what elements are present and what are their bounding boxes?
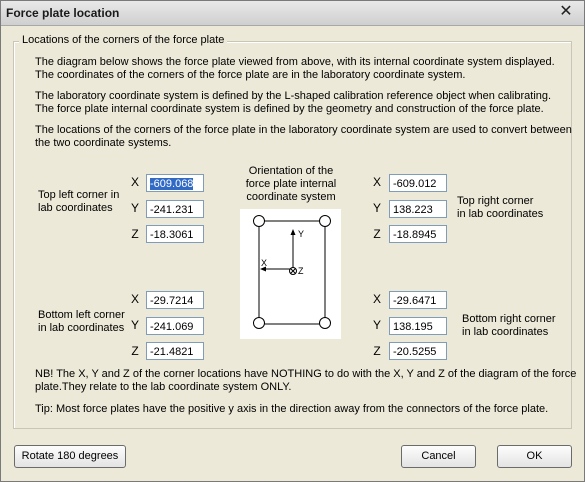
title-bar — [1, 1, 584, 26]
description-line: The diagram below shows the force plate viewed from above, with its internal coordinate system displayed. — [35, 56, 555, 68]
axis-z-label: Z — [373, 227, 381, 241]
groupbox-legend: Locations of the corners of the force plate — [19, 34, 227, 46]
top-right-label: in lab coordinates — [457, 208, 544, 220]
top-left-y-field[interactable]: -241.231 — [146, 200, 204, 218]
description-line: The locations of the corners of the force plate in the laboratory coordinate system are used to convert between — [35, 124, 572, 136]
axis-y-label: Y — [130, 318, 139, 332]
diagram-y-label: Y — [298, 229, 305, 239]
bottom-left-y-field[interactable]: -241.069 — [146, 317, 204, 335]
bottom-left-label: Bottom left corner — [38, 309, 125, 321]
description-line: the two coordinate systems. — [35, 137, 172, 149]
axis-x-label: X — [130, 292, 139, 306]
window-title: Force plate location — [6, 6, 120, 20]
axis-z-label: Z — [131, 344, 139, 358]
ok-button[interactable]: OK — [497, 445, 572, 468]
force-plate-diagram-svg — [240, 209, 341, 339]
tip-note: Tip: Most force plates have the positive y axis in the direction away from the connectors of the force plate. — [35, 403, 549, 415]
y-arrowhead — [291, 229, 296, 235]
force-plate-diagram — [240, 209, 341, 339]
corner-marker — [254, 318, 265, 329]
top-left-x-field[interactable] — [146, 174, 204, 192]
axis-x-label: X — [372, 175, 381, 189]
diagram-x-label: X — [261, 258, 268, 268]
axis-x-label: X — [130, 175, 139, 189]
nb-note: NB! The X, Y and Z of the corner locations have NOTHING to do with the X, Y and Z of the diagram of the force — [35, 368, 577, 380]
bottom-right-label: Bottom right corner — [462, 313, 556, 325]
top-right-z-field[interactable]: -18.8945 — [389, 225, 447, 243]
top-left-z-field[interactable]: -18.3061 — [146, 225, 204, 243]
axis-y-label: Y — [372, 318, 381, 332]
top-left-x-value: -609.068 — [150, 178, 194, 190]
bottom-right-z-field[interactable]: -20.5255 — [389, 342, 447, 360]
axis-y-label: Y — [372, 201, 381, 215]
axis-z-label: Z — [373, 344, 381, 358]
bottom-left-x-field[interactable]: -29.7214 — [146, 291, 204, 309]
axis-y-label: Y — [130, 201, 139, 215]
top-right-y-field[interactable]: 138.223 — [389, 200, 447, 218]
top-left-label: Top left corner in — [38, 189, 120, 201]
description-line: The coordinates of the corners of the force plate are in the laboratory coordinate system. — [35, 69, 466, 81]
corner-marker — [320, 318, 331, 329]
bottom-right-y-field[interactable]: 138.195 — [389, 317, 447, 335]
top-right-x-field[interactable]: -609.012 — [389, 174, 447, 192]
axis-x-label: X — [372, 292, 381, 306]
bottom-right-x-field[interactable]: -29.6471 — [389, 291, 447, 309]
top-left-label: lab coordinates — [38, 202, 113, 214]
nb-note: plate.They relate to the lab coordinate system ONLY. — [35, 381, 292, 393]
orientation-label: Orientation of the — [248, 165, 334, 177]
rotate-180-button[interactable]: Rotate 180 degrees — [14, 445, 126, 468]
description-line: The force plate internal coordinate system is defined by the geometry and construction of the force plate. — [35, 103, 544, 115]
orientation-label: coordinate system — [246, 191, 336, 203]
corner-marker — [254, 216, 265, 227]
cancel-button[interactable]: Cancel — [401, 445, 476, 468]
close-icon[interactable]: ✕ — [559, 3, 573, 20]
axis-z-label: Z — [131, 227, 139, 241]
description-line: The laboratory coordinate system is defined by the L-shaped calibration reference object when calibrating. — [35, 90, 552, 102]
bottom-left-label: in lab coordinates — [38, 322, 125, 334]
top-right-label: Top right corner — [457, 195, 534, 207]
bottom-left-z-field[interactable]: -21.4821 — [146, 342, 204, 360]
corner-marker — [320, 216, 331, 227]
bottom-right-label: in lab coordinates — [462, 326, 549, 338]
orientation-label: force plate internal — [245, 178, 337, 190]
diagram-z-label: Z — [298, 266, 304, 276]
